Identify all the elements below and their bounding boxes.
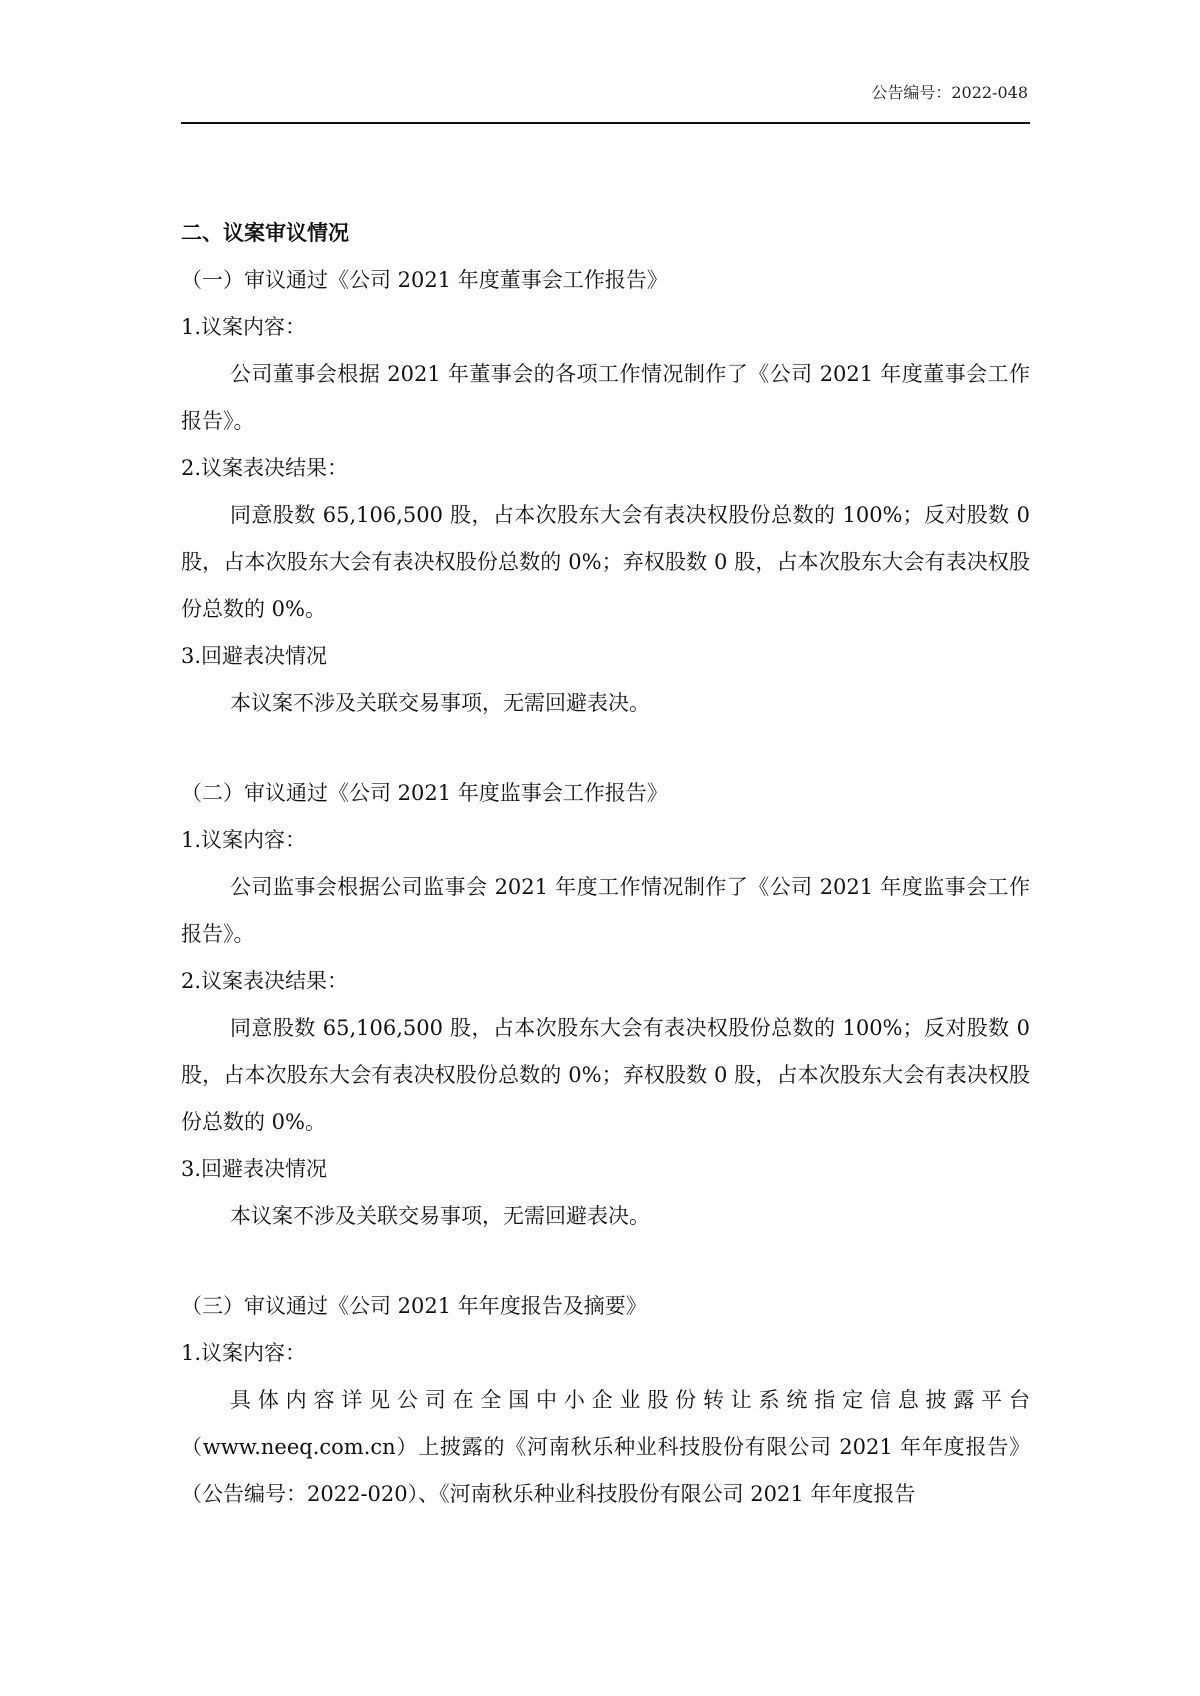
announcement-number: 公告编号：2022-048	[871, 83, 1028, 102]
item-heading-2: （二）审议通过《公司 2021 年度监事会工作报告》	[181, 781, 668, 805]
spacer	[181, 727, 1030, 770]
item-content-label-2: 1.议案内容：	[181, 828, 307, 852]
item-content-text-3: 具体内容详见公司在全国中小企业股份转让系统指定信息披露平台（www.neeq.com.cn）上披露的《河南秋乐种业科技股份有限公司 2021 年年度报告》（公告编号：2022-020）、《河南秋乐种业科技股份有限公司 2021 年年度报告	[181, 1388, 1030, 1506]
item-vote-label-2: 2.议案表决结果：	[181, 969, 349, 993]
item-avoid-label-2: 3.回避表决情况	[181, 1157, 328, 1181]
item-heading-3: （三）审议通过《公司 2021 年年度报告及摘要》	[181, 1294, 647, 1318]
spacer	[181, 1240, 1030, 1283]
item-avoid-label-1: 3.回避表决情况	[181, 644, 328, 668]
document-body	[181, 210, 1030, 1518]
item-avoid-text-1: 本议案不涉及关联交易事项，无需回避表决。	[230, 691, 650, 715]
item-content-label-3: 1.议案内容：	[181, 1341, 307, 1365]
item-vote-text-2: 同意股数 65,106,500 股，占本次股东大会有表决权股份总数的 100%；反对股数 0 股，占本次股东大会有表决权股份总数的 0%；弃权股数 0 股，占本次股东大会有表决权股份总数的 0%。	[181, 1016, 1030, 1134]
section-title: 二、议案审议情况	[181, 221, 349, 245]
header-rule	[181, 122, 1030, 124]
item-vote-text-1: 同意股数 65,106,500 股，占本次股东大会有表决权股份总数的 100%；反对股数 0 股，占本次股东大会有表决权股份总数的 0%；弃权股数 0 股，占本次股东大会有表决权股份总数的 0%。	[181, 503, 1030, 621]
item-vote-label-1: 2.议案表决结果：	[181, 456, 349, 480]
item-content-label-1: 1.议案内容：	[181, 315, 307, 339]
item-content-text-2: 公司监事会根据公司监事会 2021 年度工作情况制作了《公司 2021 年度监事会工作报告》。	[181, 875, 1030, 946]
item-content-text-1: 公司董事会根据 2021 年董事会的各项工作情况制作了《公司 2021 年度董事会工作报告》。	[181, 362, 1030, 433]
item-heading-1: （一）审议通过《公司 2021 年度董事会工作报告》	[181, 268, 668, 292]
item-avoid-text-2: 本议案不涉及关联交易事项，无需回避表决。	[230, 1204, 650, 1228]
